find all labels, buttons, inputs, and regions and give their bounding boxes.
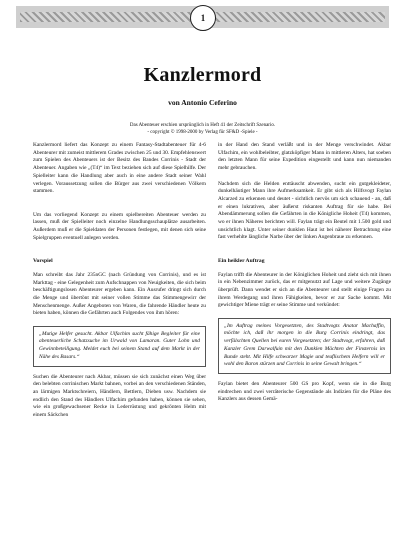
copyright-note: - copyright © 1998-2000 by Verlag für SF&D -Spiele -	[147, 130, 258, 135]
section-heading-auftrag: Ein heikler Auftrag	[218, 257, 265, 264]
vorspiel-paragraph-1: Man schreibt das Jahr 235nGC (nach Gründung von Corrinis), und es ist Markttag - eine Gelegenheit zum Aufschnappen von Neuigkeiten, die sich beim beschäftigungslosen Abenteurer ergeben kann. Ein Ausrufer dringt sich durch die Menge und übertönt mit seiner vollen Stimme das Stimmengewirr der Menschenmenge. Außer Angeboten von Waren, die fahrende Händler heute zu bieten haben, können die Gefährten auch Folgendes von ihm hören:	[33, 271, 206, 317]
intro-paragraph-2: Um das vorliegend Konzept zu einem spielbereiten Abenteuer werden zu lassen, muß der Spielleiter noch einzelne Handlungsschauplätze ausarbeiten. Außerdem muß er die Spieldaten der Personen festlegen, mit denen sich seine Spielgruppen eventuell anlegen werden.	[33, 211, 206, 241]
article-title: Kanzlermord	[143, 64, 262, 86]
right-paragraph-2: Nachdem sich die Helden enttäuscht abwenden, sucht ein gutgekleideter, dunkelhäutiger Mann ihre Aufmerksamkeit. Er gibt sich als Hilfsvogt Faylan Alcarzed zu erkennen und deutet - sichtlich nervös um sich schauend - an, daß er einen lukrativen, aber äußerst riskanten Auftrag für sie habe. Bei Abendämmerung sollen die Gefährten in die Königliche Hoheit (T4) kommen, wo er ihnen Näheres berichten will. Faylan trägt ein Beutel mit 1.500 gold und unsichtlich klagt. Unter seiner dunklen Haut ist bei näherer Betrachtung eine fast verhehlte längliche Narbe über der linken Augenbraue zu erkennen.	[218, 180, 391, 241]
ausrufer-quote-box: „Mutige Helfer gesucht. Akbar Ulfachim sucht fähige Begleiter für eine abenteuerliche Schatzsuche im Urwald von Lamaran. Guter Lohn und Gewinnbeteiligung. Meldet euch bei seinem Stand auf dem Markt in der Nähe des Basars.“	[33, 326, 206, 367]
auftrag-paragraph-1: Faylan trifft die Abenteurer in der Königlichen Hoheit und zieht sich mit ihnen in ein Nebenzimmer zurück, das er mitgenutzt auf Lage und weitere Zugänge überprüft. Dann wendet er sich an die Abenteurer und stellt einige Fragen zu ihrem Werdegang und ihren Fähigkeiten, bevor er zur Sache kommt. Mit gewichtiger Miene trägt er seine Stimme und verkündet:	[218, 271, 391, 309]
section-heading-vorspiel: Vorspiel	[33, 258, 53, 265]
left-column	[33, 142, 206, 420]
auftrag-paragraph-2: Faylan bietet den Abenteurer 500 GS pro Kopf, wenn sie in die Burg eindrechen und zwei verräterische Gegenstände als Indizien für die Pläne des Kanzlers aus dessen Gemä-	[218, 380, 391, 403]
faylan-quote-box: „Im Auftrag meines Vorgesetzten, des Stadtvogts Anatar Machaffin, möchte ich, daß ihr morgen in die Burg Corrinis eindringt, das verfälschten Quellen bei euren Vorgesetzten; der Stadtvogt, erfahren, daß Kanzler Grem Darwalfuin mit den Dunklen Mächten der Finsternis im Bunde steht. Mit Hilfe schwarzer Magie und teuflischem Helfern will er wohl den Baron stürzen und Corrinis in seine Gewalt bringen.“	[218, 318, 391, 374]
article-byline: von Antonio Ceferino	[168, 98, 237, 107]
publication-note: Das Abenteuer erschien ursprünglich in Heft 41 der Zeitschrift Szenario.	[129, 123, 276, 128]
right-column	[218, 142, 391, 404]
right-paragraph-1: in der Hand den Stand verläßt und in der Menge verschwindet. Akbar Ulfachim, ein wohlbeleibter, glatzköpfiger Mann in mittleren Alters, hat soeben den letzten Mann für seine Expedition eingestellt und kann nun niemanden mehr gebrauchen.	[218, 142, 391, 172]
intro-paragraph-1: Kanzlermord liefert das Konzept zu einem Fantasy-Stadtabenteuer für 4-6 Abenteurer mit zumeist mittlerem Grades zwischen 25 und 30. Empfehlenswert zum Spielen des Abenteuers ist der Besitz des Bandes Corrinis - Stadt der Abenteuer. Angaben wie „(T4)“ im Text beziehen sich auf diese Spielhilfe. Der Spielleiter kann die Handlung aber auch in eine andere Stadt seiner Wahl verlegen. Voraussetzung sollen die Bürger aus zwei verschiedenen Völkern stammen.	[33, 142, 206, 195]
page-number-badge: 1	[190, 5, 216, 31]
vorspiel-paragraph-2: Suchen die Abenteurer nach Akbar, müssen sie sich zunächst einen Weg über den belebten corrinischen Markt bahnen, vorbei an den verschiedenen Ständen, an lärmigen Marktschreiern, Händlern, Bettlern, Dieben usw. Nachdem sie endlich den Stand des Händlers Ulfachim gefunden haben, können sie sehen, wie ein großgewachsener Recke in Lederrüstung und gekrönten Helm mit einem Säckchen	[33, 373, 206, 419]
